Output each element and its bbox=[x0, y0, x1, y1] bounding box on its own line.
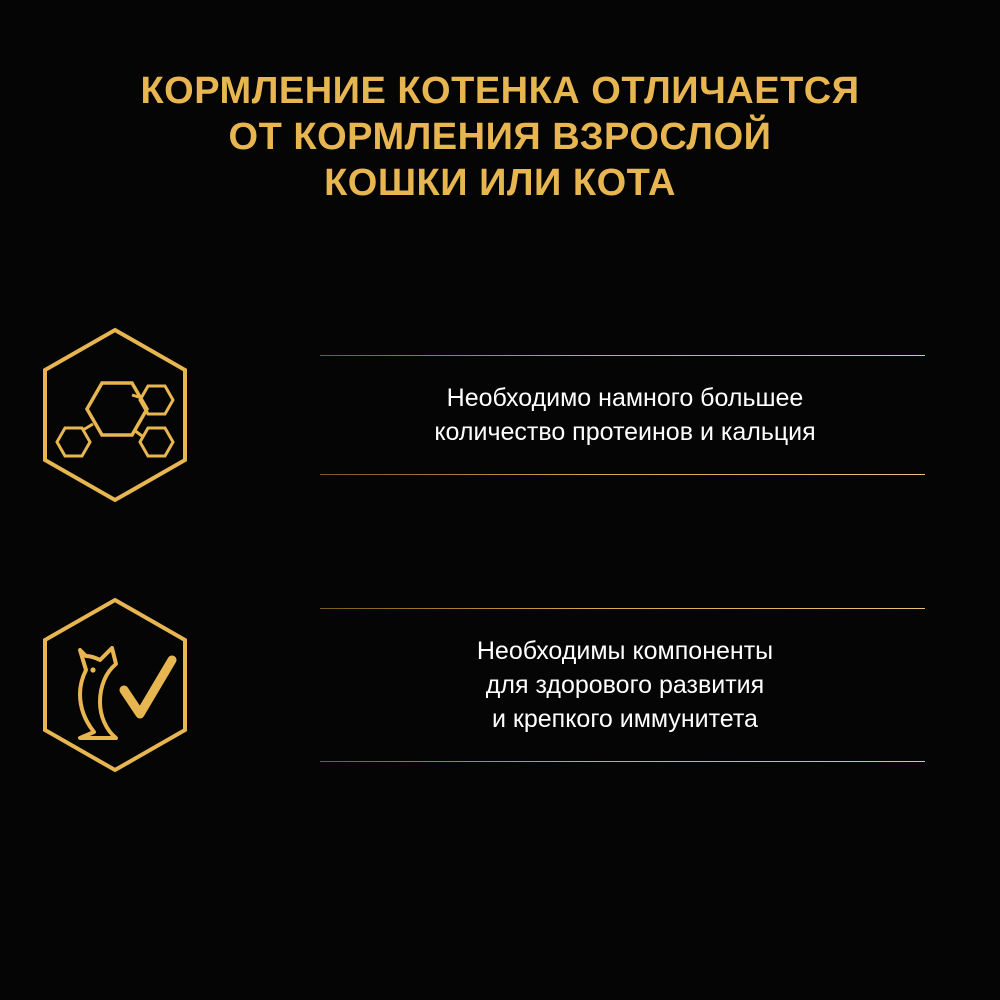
divider-top bbox=[320, 355, 925, 356]
feature-text-line: и крепкого иммунитета bbox=[492, 705, 758, 733]
divider-bottom bbox=[320, 474, 925, 475]
divider-bottom bbox=[320, 761, 925, 762]
title-line-3: КОШКИ ИЛИ КОТА bbox=[324, 162, 676, 204]
title-line-1: КОРМЛЕНИЕ КОТЕНКА ОТЛИЧАЕТСЯ bbox=[140, 70, 860, 112]
feature-text-line: для здорового развития bbox=[485, 671, 765, 699]
feature-icon-wrap bbox=[0, 320, 230, 510]
hexagon-molecule-icon bbox=[20, 320, 210, 510]
feature-item bbox=[0, 590, 1000, 780]
feature-list bbox=[0, 320, 1000, 860]
title-line-2: ОТ КОРМЛЕНИЯ ВЗРОСЛОЙ bbox=[228, 116, 772, 158]
feature-text bbox=[320, 381, 930, 449]
feature-text-line: Необходимо намного большее bbox=[446, 384, 804, 412]
feature-text-line: Необходимы компоненты bbox=[476, 637, 774, 665]
feature-item bbox=[0, 320, 1000, 510]
hexagon-cat-checkmark-icon bbox=[20, 590, 210, 780]
feature-text bbox=[320, 634, 930, 736]
page-title bbox=[0, 68, 1000, 206]
feature-text-wrap bbox=[230, 608, 1000, 762]
feature-text-line: количество протеинов и кальция bbox=[434, 418, 816, 446]
feature-icon-wrap bbox=[0, 590, 230, 780]
divider-top bbox=[320, 608, 925, 609]
feature-text-wrap bbox=[230, 355, 1000, 475]
